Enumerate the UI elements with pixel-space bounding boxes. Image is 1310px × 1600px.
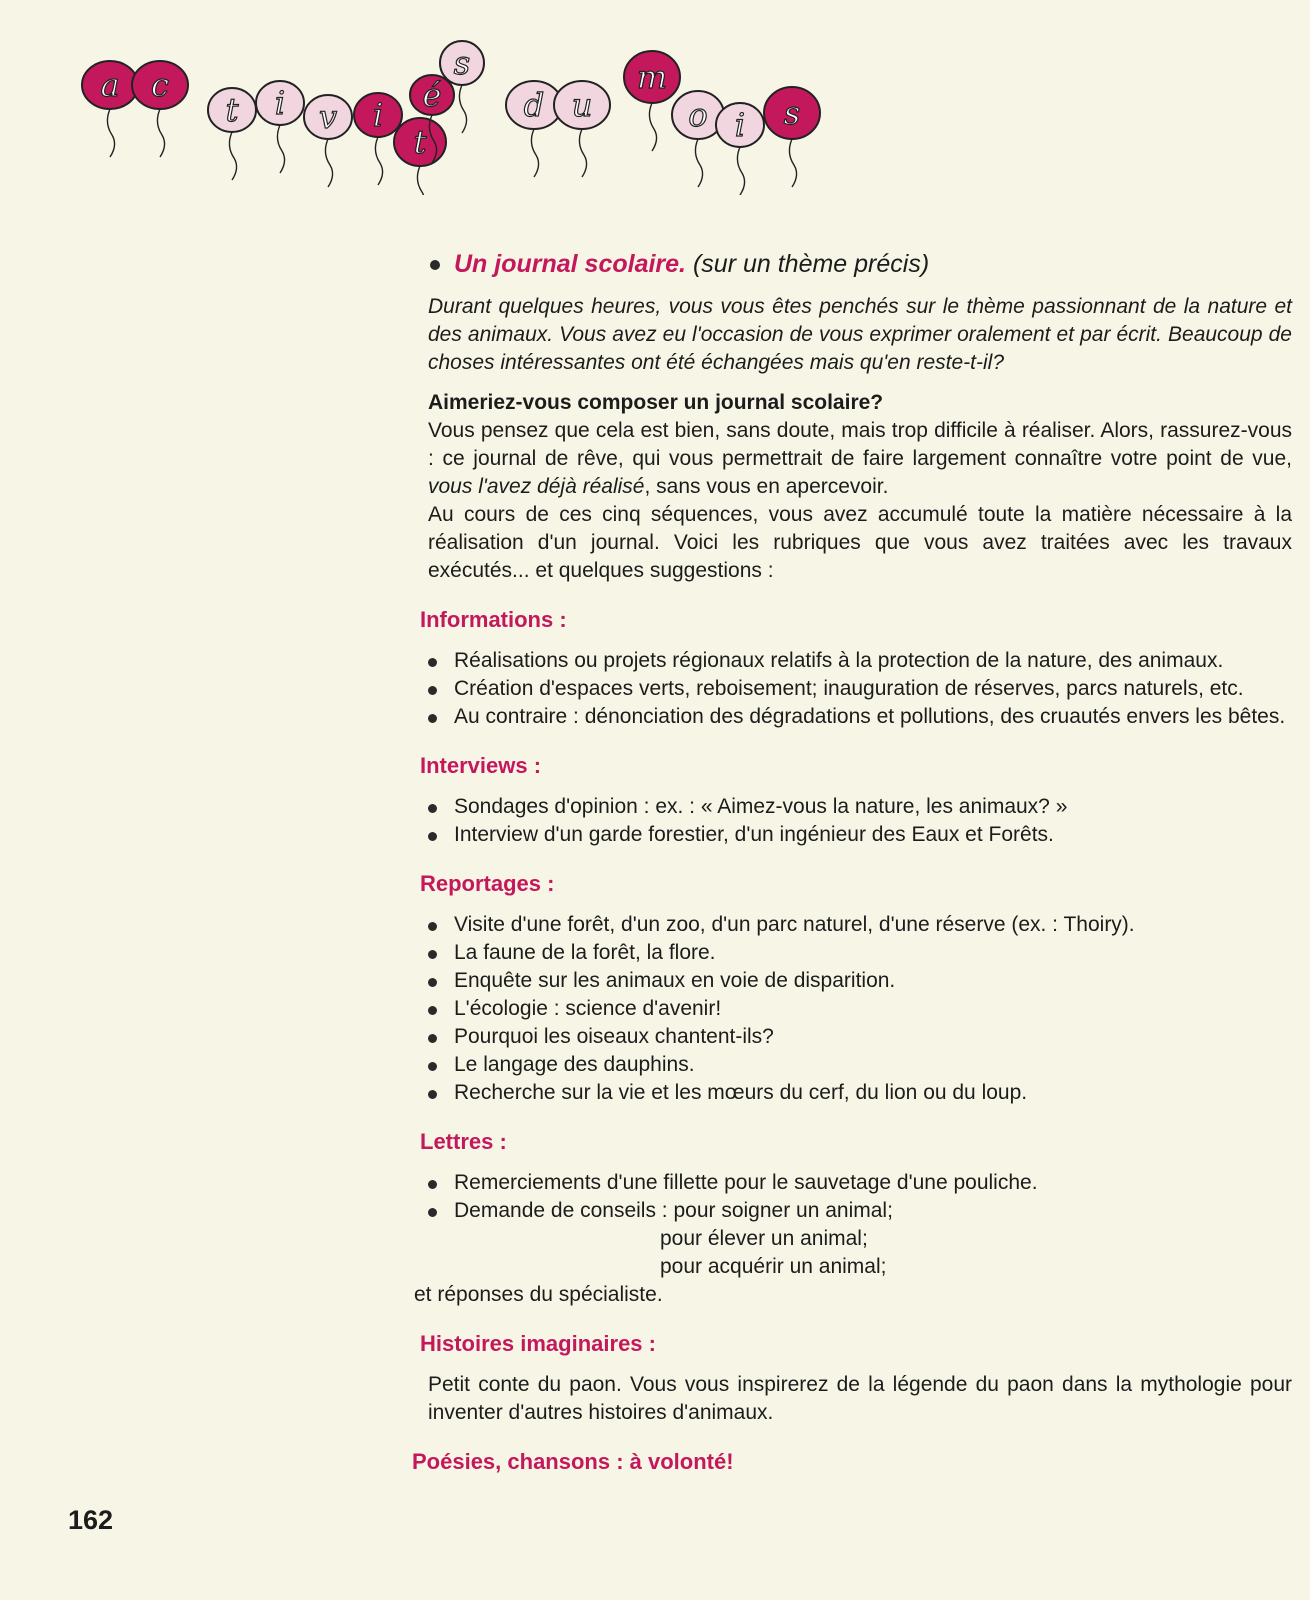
balloon-letter: i bbox=[372, 96, 384, 134]
balloon-string bbox=[229, 132, 236, 180]
article bbox=[412, 250, 1292, 1475]
balloon-1 bbox=[132, 61, 188, 157]
list-lettres bbox=[420, 1169, 1292, 1225]
list-item: Pourquoi les oiseaux chantent-ils? bbox=[426, 1023, 1292, 1051]
lead-title-subtitle: (sur un thème précis) bbox=[692, 250, 930, 278]
list-item: L'écologie : science d'avenir! bbox=[426, 995, 1292, 1023]
section-title-poesies: Poésies, chansons : à volonté! bbox=[412, 1449, 734, 1474]
list-item: Interview d'un garde forestier, d'un ingénieur des Eaux et Forêts. bbox=[426, 821, 1292, 849]
balloon-letter: t bbox=[413, 123, 427, 161]
paragraph-1-end: , sans vous en apercevoir. bbox=[644, 475, 889, 498]
list-item: La faune de la forêt, la flore. bbox=[426, 939, 1292, 967]
balloon-string bbox=[325, 139, 332, 187]
paragraph-2: Au cours de ces cinq séquences, vous avez accumulé toute la matière nécessaire à la réalisation d'un journal. Voici les rubriques que vous avez traitées avec les travaux exécutés... et quelques suggestions : bbox=[428, 503, 1292, 582]
balloon-letter: d bbox=[523, 86, 545, 124]
list-informations bbox=[420, 647, 1292, 731]
balloon-string bbox=[459, 85, 466, 133]
paragraph-1-text: Vous pensez que cela est bien, sans doute, mais trop difficile à réaliser. Alors, rassurez-vous : ce journal de rêve, qui vous permettrait de faire largement connaître votre point de vue, bbox=[428, 419, 1292, 470]
list-item: Au contraire : dénonciation des dégradations et pollutions, des cruautés envers les bêtes. bbox=[426, 703, 1292, 731]
balloon-string bbox=[579, 129, 586, 177]
list-item: Création d'espaces verts, reboisement; inauguration de réserves, parcs naturels, etc. bbox=[426, 675, 1292, 703]
list-item: Enquête sur les animaux en voie de disparition. bbox=[426, 967, 1292, 995]
list-item: Sondages d'opinion : ex. : « Aimez-vous la nature, les animaux? » bbox=[426, 793, 1292, 821]
balloon-3 bbox=[256, 81, 304, 173]
balloon-string bbox=[737, 147, 744, 195]
balloon-letter: s bbox=[453, 44, 471, 82]
header-balloons bbox=[80, 35, 840, 195]
list-item: Visite d'une forêt, d'un zoo, d'un parc naturel, d'une réserve (ex. : Thoiry). bbox=[426, 911, 1292, 939]
balloon-string bbox=[277, 125, 284, 173]
section-title-interviews: Interviews : bbox=[420, 753, 542, 778]
balloon-string bbox=[157, 109, 164, 157]
balloon-string bbox=[789, 139, 796, 187]
paragraph-1 bbox=[428, 417, 1292, 501]
list-item: Recherche sur la vie et les mœurs du cerf, du lion ou du loup. bbox=[426, 1079, 1292, 1107]
lead-title-main: Un journal scolaire. bbox=[454, 250, 687, 278]
balloon-letter: m bbox=[636, 58, 668, 96]
advice-line: pour élever un animal; bbox=[660, 1227, 868, 1250]
balloon-string bbox=[417, 166, 424, 195]
balloon-string bbox=[107, 109, 114, 157]
page-number: 162 bbox=[68, 1505, 114, 1535]
balloon-4 bbox=[304, 95, 352, 187]
balloon-letter: é bbox=[422, 76, 442, 114]
section-title-lettres: Lettres : bbox=[420, 1129, 507, 1154]
list-reportages bbox=[420, 911, 1292, 1107]
intro-paragraph: Durant quelques heures, vous vous êtes penchés sur le thème passionnant de la nature et des animaux. Vous avez eu l'occasion de vous exprimer oralement et par écrit. Beaucoup de choses intéressantes ont été échangées mais qu'en reste-t-il? bbox=[428, 295, 1292, 374]
balloon-0 bbox=[82, 61, 138, 157]
balloon-string bbox=[695, 139, 702, 187]
balloon-letter: v bbox=[318, 98, 338, 136]
balloon-11 bbox=[624, 51, 680, 151]
list-interviews bbox=[420, 793, 1292, 849]
list-item: Remerciements d'une fillette pour le sauvetage d'une pouliche. bbox=[426, 1169, 1292, 1197]
histoires-paragraph: Petit conte du paon. Vous vous inspirerez de la légende du paon dans la mythologie pour inventer d'autres histoires d'animaux. bbox=[428, 1373, 1292, 1424]
balloon-letter: a bbox=[100, 66, 120, 104]
balloon-letter: s bbox=[783, 94, 801, 132]
balloon-letter: o bbox=[688, 96, 708, 134]
lead-title bbox=[430, 250, 1292, 279]
balloon-letter: t bbox=[225, 91, 239, 129]
list-item: Le langage des dauphins. bbox=[426, 1051, 1292, 1079]
balloon-letter: u bbox=[571, 86, 593, 124]
balloon-letter: i bbox=[274, 84, 286, 122]
section-title-informations: Informations : bbox=[420, 607, 567, 632]
balloon-9 bbox=[506, 81, 562, 177]
balloon-6 bbox=[394, 118, 446, 195]
balloon-12 bbox=[672, 91, 724, 187]
section-title-histoires: Histoires imaginaires : bbox=[420, 1331, 656, 1356]
list-item: Demande de conseils : pour soigner un animal; bbox=[426, 1197, 1292, 1225]
lettres-closing: et réponses du spécialiste. bbox=[414, 1283, 663, 1306]
balloon-10 bbox=[554, 81, 610, 177]
bullet-icon bbox=[430, 260, 440, 270]
balloon-2 bbox=[208, 88, 256, 180]
balloon-string bbox=[649, 103, 656, 151]
balloon-letter: c bbox=[151, 66, 169, 104]
balloon-letter: i bbox=[734, 106, 746, 144]
question-heading: Aimeriez-vous composer un journal scolaire? bbox=[428, 391, 884, 414]
paragraph-1-emphasis: vous l'avez déjà réalisé bbox=[428, 475, 645, 498]
balloon-13 bbox=[716, 103, 764, 195]
list-item: Réalisations ou projets régionaux relatifs à la protection de la nature, des animaux. bbox=[426, 647, 1292, 675]
balloon-string bbox=[531, 129, 538, 177]
advice-line: pour acquérir un animal; bbox=[660, 1255, 887, 1278]
balloon-string bbox=[375, 137, 382, 185]
section-title-reportages: Reportages : bbox=[420, 871, 555, 896]
balloon-title-graphic bbox=[80, 35, 840, 195]
balloon-14 bbox=[764, 87, 820, 187]
